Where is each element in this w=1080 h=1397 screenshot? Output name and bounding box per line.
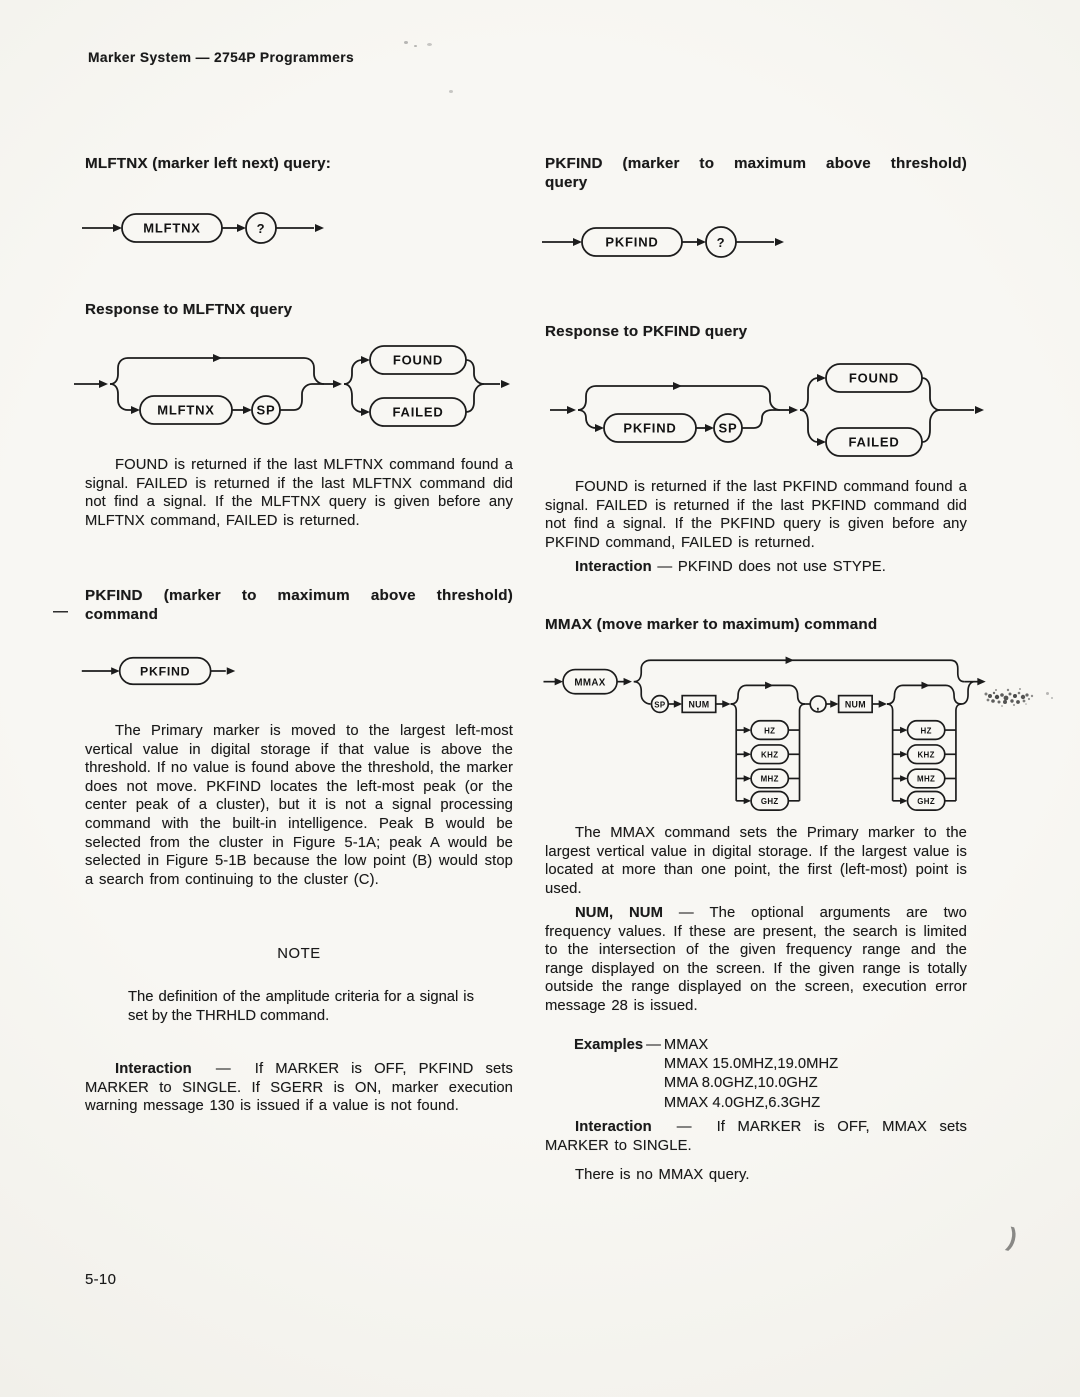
heading-pkfind-query-line1: PKFIND (marker to maximum above threshold) <box>545 155 967 172</box>
example-item: MMAX 4.0GHZ,6.3GHZ <box>663 1094 821 1111</box>
dash: — <box>678 905 694 921</box>
paragraph-mmax-description: The MMAX command sets the Primary marker to the largest vertical value in digital storage. If the largest value is located at more than one point, the first (left-most) point is used. <box>545 825 967 897</box>
diagram-lines <box>542 227 784 257</box>
scan-speck <box>1046 692 1049 695</box>
scan-speck <box>414 45 417 47</box>
node-question-label: ? <box>256 221 266 236</box>
node-comma-label: , <box>816 698 821 713</box>
mmax-command-diagram <box>540 650 992 812</box>
paragraph-mlftnx-found: FOUND is returned if the last MLFTNX command found a signal. FAILED is returned if the last MLFTNX command did not find a signal. If the MLFTNX query is given before any MLFTNX command, FAILED is returned. <box>85 457 513 529</box>
interaction-text: PKFIND does not use STYPE. <box>677 559 886 575</box>
paragraph-primary-marker: The Primary marker is moved to the largest left-most vertical value in digital storage if that value is above the threshold. If no value is found above the threshold, the marker does not move. PKFIND locates the left-most peak (or the center peak of a cluster), but it is not a signal processing command with the built-in intelligence. Peak B would be selected from the cluster in Figure 5-1A; peak A would be selected in Figure 5-1B because the low point (B) would stop a search from continuing to the cluster (C). <box>85 723 513 888</box>
interaction-label: Interaction <box>115 1061 192 1077</box>
node-khz-label: KHZ <box>761 750 779 760</box>
page-header: Marker System — 2754P Programmers <box>88 50 355 65</box>
node-found-label: FOUND <box>392 352 444 368</box>
pkfind-response-diagram <box>548 352 988 470</box>
dash: — <box>215 1061 231 1077</box>
ink-smudge-stain <box>982 680 1042 714</box>
dash: — <box>646 1037 661 1053</box>
interaction-text: If MARKER is OFF, PKFIND sets MARKER to SINGLE. If SGERR is ON, marker execution warning message 130 is issued if a value is not found. <box>85 1061 513 1115</box>
heading-pkfind-query-line2: query <box>545 174 588 191</box>
heading-response-mlftnx: Response to MLFTNX query <box>85 301 293 318</box>
num-num-text: The optional arguments are two frequency values. If these are present, the search is limited to the intersection of the given frequency range and the range displayed on the screen. If the given range is totally outside the range displayed on the screen, execution error message 28 is issued. <box>545 905 967 1014</box>
node-ghz-label: GHZ <box>760 797 779 807</box>
node-ghz-label: GHZ <box>917 797 936 807</box>
num-num-label: NUM, NUM <box>575 905 664 921</box>
dash: — <box>676 1119 692 1135</box>
node-pkfind-label: PKFIND <box>623 420 677 436</box>
diagram-lines <box>550 364 984 456</box>
node-num1-label: NUM <box>688 699 710 710</box>
heading-mlftnx-query: MLFTNX (marker left next) query: <box>85 155 332 172</box>
heading-pkfind-command-line1: PKFIND (marker to maximum above threshold) <box>85 587 513 604</box>
page-number: 5-10 <box>85 1271 117 1288</box>
node-num2-label: NUM <box>844 699 866 710</box>
margin-stray-dash: — <box>53 603 68 620</box>
interaction-label: Interaction <box>575 1119 652 1135</box>
diagram-lines <box>74 346 510 426</box>
example-item: MMA 8.0GHZ,10.0GHZ <box>663 1075 818 1092</box>
node-sp-label: SP <box>718 420 738 436</box>
node-khz-label: KHZ <box>917 750 935 760</box>
node-pkfind-label: PKFIND <box>139 664 191 679</box>
paragraph-pkfind-interaction <box>85 1060 513 1116</box>
examples-block <box>574 1036 838 1113</box>
node-failed-label: FAILED <box>848 434 900 450</box>
pkfind-command-diagram <box>78 646 258 696</box>
node-question-label: ? <box>716 235 726 250</box>
paragraph-mmax-interaction <box>545 1118 967 1155</box>
heading-mmax-command: MMAX (move marker to maximum) command <box>545 616 878 633</box>
pkfind-query-diagram <box>538 214 788 270</box>
diagram-lines <box>82 213 324 243</box>
scan-speck <box>404 41 408 44</box>
scan-speck <box>1051 697 1053 699</box>
scan-speck <box>449 90 453 93</box>
node-mhz-label: MHZ <box>760 774 779 784</box>
node-hz-label: HZ <box>764 726 776 736</box>
example-item: MMAX 15.0MHZ,19.0MHZ <box>663 1056 839 1073</box>
node-found-label: FOUND <box>848 370 900 386</box>
paragraph-num-num <box>545 904 967 1016</box>
node-mlftnx-label: MLFTNX <box>143 220 201 236</box>
node-pkfind-label: PKFIND <box>605 234 659 250</box>
heading-response-pkfind: Response to PKFIND query <box>545 323 748 340</box>
node-sp-label: SP <box>256 402 276 418</box>
node-mhz-label: MHZ <box>917 774 936 784</box>
paragraph-pkfind-found: FOUND is returned if the last PKFIND command found a signal. FAILED is returned if the last PKFIND command did not find a signal. If the PKFIND query is given before any PKFIND command, FAILED is returned. <box>545 479 967 551</box>
node-mlftnx-label: MLFTNX <box>157 402 215 418</box>
examples-list <box>664 1036 838 1113</box>
mlftnx-response-diagram <box>72 332 512 436</box>
node-mmax-label: MMAX <box>574 677 606 689</box>
mlftnx-query-diagram <box>78 200 328 256</box>
node-hz-label: HZ <box>920 726 932 736</box>
interaction-label: Interaction <box>575 559 652 575</box>
paragraph-pkfind-interaction-stype <box>545 558 967 577</box>
interaction-text: If MARKER is OFF, MMAX sets MARKER to SINGLE. <box>545 1119 967 1154</box>
examples-label: Examples <box>574 1037 644 1053</box>
heading-pkfind-command-line2: command <box>85 606 159 623</box>
node-sp-label: SP <box>654 700 666 710</box>
stray-scan-mark: ) <box>1004 1221 1021 1253</box>
scan-speck <box>427 43 432 46</box>
node-failed-label: FAILED <box>392 404 444 420</box>
note-title: NOTE <box>277 946 321 962</box>
note-body: The definition of the amplitude criteria for a signal is set by the THRHLD command. <box>128 989 474 1024</box>
dash: — <box>657 559 673 575</box>
paragraph-no-mmax-query: There is no MMAX query. <box>575 1167 750 1183</box>
example-item: MMAX <box>663 1037 709 1053</box>
